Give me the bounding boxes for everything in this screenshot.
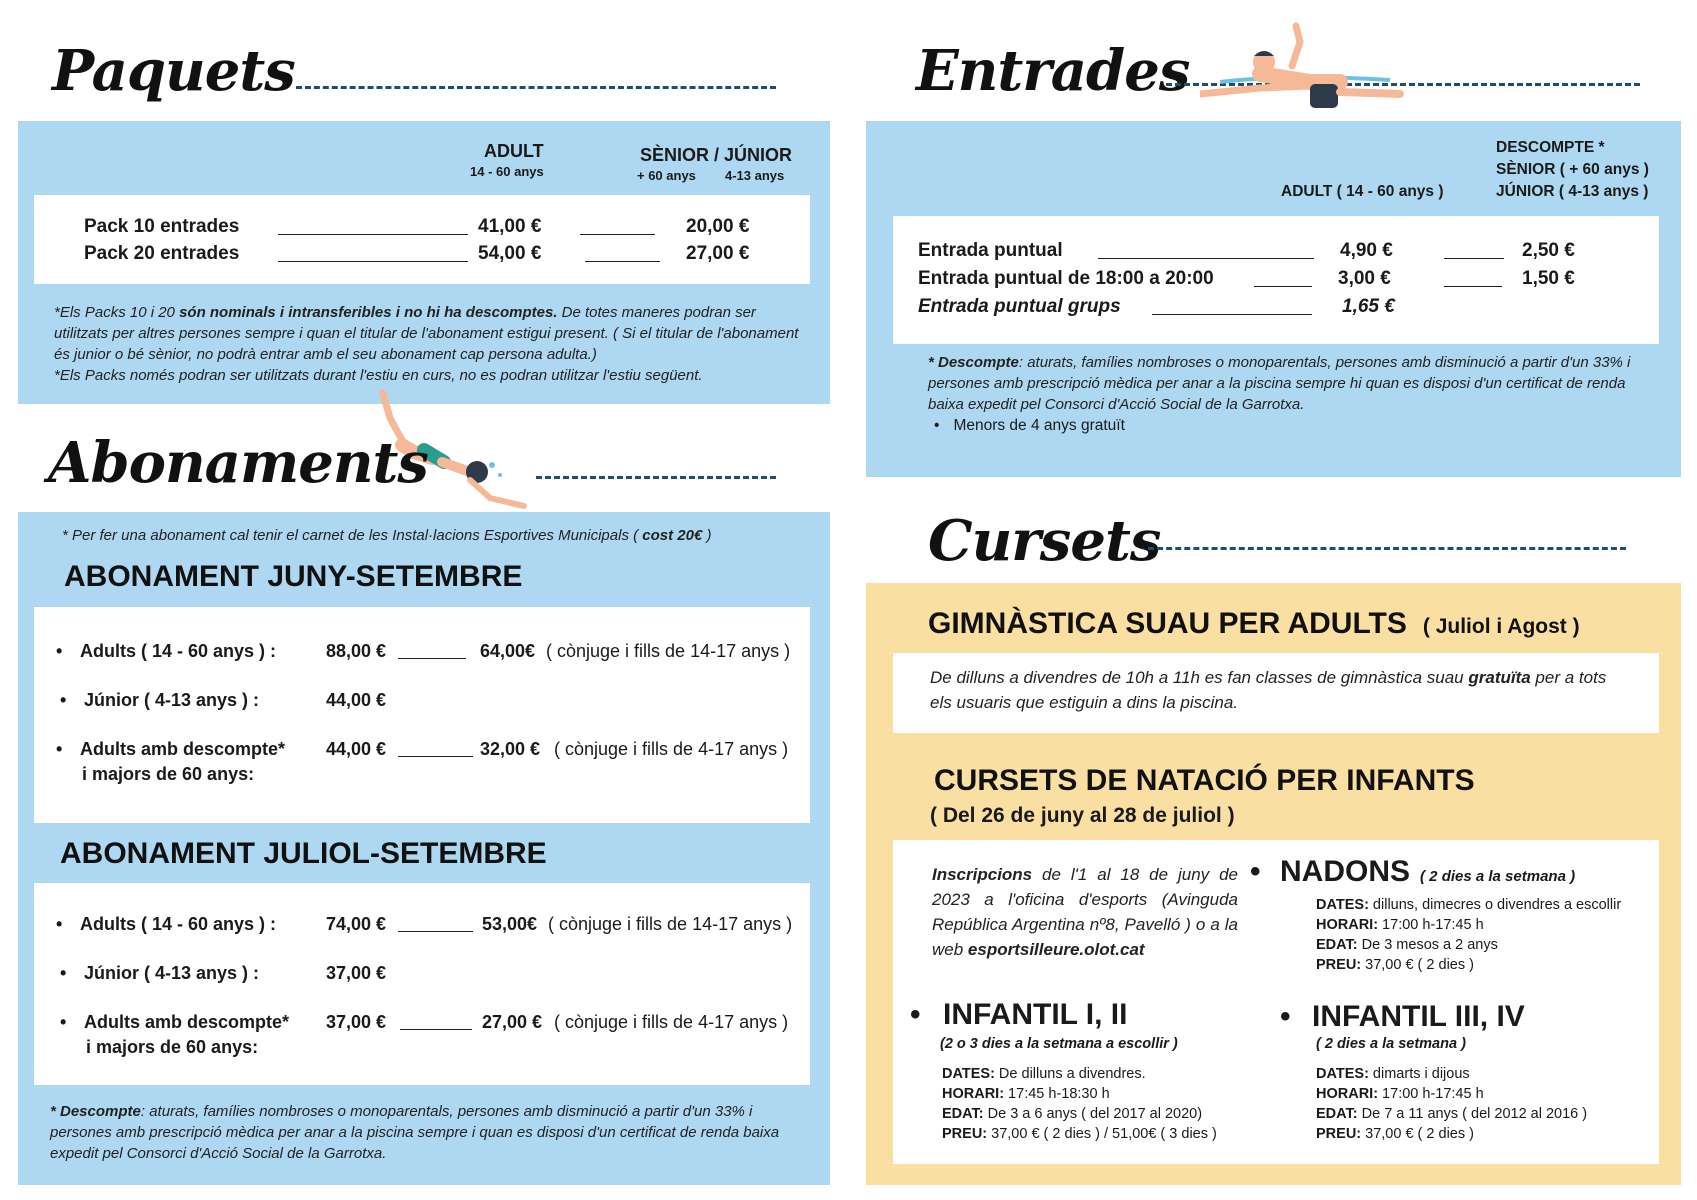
entrades-row-adult: 1,65 € (1342, 296, 1395, 317)
juny-desc-label-2: i majors de 60 anys: (82, 764, 255, 784)
entrades-row-label: Entrada puntual (918, 240, 1063, 261)
entrades-row-line (1444, 245, 1504, 264)
paquets-row-line (585, 248, 660, 267)
juny-desc-extra: 32,00 € (480, 739, 541, 759)
entrades-col-adult: ADULT ( 14 - 60 anys ) (1281, 183, 1444, 200)
nat-period: ( Del 26 de juny al 28 de juliol ) (930, 804, 1235, 827)
inscripcions-text: Inscripcions de l'1 al 18 de juny de 2023 a l'oficina d'esports (Avinguda República Argentina nº8, Pavelló ) o a la web esportsilleure.olot.cat (932, 865, 1238, 959)
paquets-col-adult: ADULT (484, 141, 544, 161)
abonaments-title: Abonaments (48, 430, 428, 496)
gim-text: De dilluns a divendres de 10h a 11h es fan classes de gimnàstica suau gratuïta per a tots els usuaris que estiguin a dins la piscina. (930, 668, 1607, 712)
juliol-desc-label: • Adults amb descompte* (84, 1012, 289, 1033)
juliol-desc-line (400, 1016, 472, 1035)
nadons-details: DATES: dilluns, dimecres o divendres a escollir HORARI: 17:00 h-17:45 h EDAT: De 3 mesos a 2 anys PREU: 37,00 € ( 2 dies ) (1316, 897, 1622, 973)
juny-junior-price: 44,00 € (326, 690, 387, 710)
abonament-juny-table (34, 607, 810, 823)
juny-desc-extra-note: ( cònjuge i fills de 4-17 anys ) (554, 739, 789, 759)
juliol-adults-price: 74,00 € (326, 914, 387, 934)
juliol-adults-extra-note: ( cònjuge i fills de 14-17 anys ) (548, 914, 793, 934)
paquets-row-adult: 41,00 € (478, 216, 542, 237)
juny-desc-price: 44,00 € (326, 739, 387, 759)
paquets-col-senior-junior: SÈNIOR / JÚNIOR (640, 145, 793, 165)
paquets-col-senior-age: + 60 anys (637, 168, 696, 183)
juny-adults-extra-note: ( cònjuge i fills de 14-17 anys ) (546, 641, 791, 661)
entrades-row-label: Entrada puntual de 18:00 a 20:00 (918, 268, 1214, 289)
paquets-row-label: Pack 10 entrades (84, 216, 240, 237)
entrades-row-adult: 3,00 € (1338, 268, 1391, 289)
juliol-adults-label: • Adults ( 14 - 60 anys ) : (80, 914, 276, 935)
juny-adults-line (398, 645, 466, 664)
gim-heading: GIMNÀSTICA SUAU PER ADULTS ( Juliol i Agost ) (928, 607, 1580, 640)
juliol-desc-label-2: i majors de 60 anys: (86, 1037, 259, 1057)
juny-desc-label: • Adults amb descompte* (80, 739, 285, 760)
juliol-adults-extra: 53,00€ (482, 914, 538, 934)
paquets-row-line (278, 221, 468, 240)
paquets-note: *Els Packs 10 i 20 són nominals i intransferibles i no hi ha descomptes. De totes maneres podran ser utilitzats per altres persones sempre i quan el titular de l'abonament estigui present. ( Si el titular de l'abonament és junior o bé sènior, no podrà entrar amb el seu abonament cap persona adulta.) *Els Packs només podran ser utilitzats durant l'estiu en curs, no es podran utilitzar l'estiu següent. (54, 304, 799, 384)
entrades-bullet: • Menors de 4 anys gratuït (934, 417, 1125, 434)
entrades-row-line (1152, 301, 1312, 320)
juny-adults-price: 88,00 € (326, 641, 387, 661)
juliol-junior-price: 37,00 € (326, 963, 387, 983)
entrades-col-desc-3: JÚNIOR ( 4-13 anys ) (1496, 183, 1649, 200)
cursets-title: Cursets (928, 508, 1161, 574)
juny-adults-label: • Adults ( 14 - 60 anys ) : (80, 641, 276, 662)
juliol-desc-price: 37,00 € (326, 1012, 387, 1032)
entrades-col-desc-1: DESCOMPTE * (1496, 139, 1605, 156)
paquets-title: Paquets (52, 38, 295, 104)
entrades-row-line (1254, 273, 1312, 292)
paquets-row-reduced: 27,00 € (686, 243, 750, 264)
cursets-divider (1148, 547, 1626, 550)
entrades-row-reduced: 2,50 € (1522, 240, 1575, 261)
juny-desc-line (398, 743, 473, 762)
inf34-details: DATES: dimarts i dijous HORARI: 17:00 h-17:45 h EDAT: De 7 a 11 anys ( del 2012 al 2016 ) PREU: 37,00 € ( 2 dies ) (1316, 1066, 1588, 1142)
paquets-col-junior-age: 4-13 anys (725, 168, 785, 183)
juliol-desc-extra: 27,00 € (482, 1012, 543, 1032)
entrades-row-reduced: 1,50 € (1522, 268, 1575, 289)
juliol-desc-extra-note: ( cònjuge i fills de 4-17 anys ) (554, 1012, 789, 1032)
paquets-row-line (278, 248, 468, 267)
abonaments-divider (536, 476, 776, 479)
paquets-row-label: Pack 20 entrades (84, 243, 240, 264)
inf12-days: (2 o 3 dies a la setmana a escollir ) (940, 1036, 1178, 1052)
inf12-details: DATES: De dilluns a divendres. HORARI: 17:45 h-18:30 h EDAT: De 3 a 6 anys ( del 2017 al 2020) PREU: 37,00 € ( 2 dies ) / 51,00€ ( 3 dies ) (942, 1066, 1217, 1142)
entrades-row-line (1098, 245, 1314, 264)
paquets-row-reduced: 20,00 € (686, 216, 750, 237)
nat-heading: CURSETS DE NATACIÓ PER INFANTS (934, 764, 1475, 797)
entrades-title: Entrades (916, 38, 1190, 104)
paquets-row-line (580, 221, 655, 240)
entrades-row-adult: 4,90 € (1340, 240, 1393, 261)
abonament-juliol-heading: ABONAMENT JULIOL-SETEMBRE (60, 837, 547, 870)
entrades-row-line (1444, 273, 1502, 292)
paquets-row-adult: 54,00 € (478, 243, 542, 264)
nadons-heading: • NADONS ( 2 dies a la setmana ) (1250, 855, 1576, 888)
abonaments-note: * Descompte: aturats, famílies nombroses o monoparentals, persones amb disminució a partir d'un 33% i persones amb prescripció mèdica per anar a la piscina sempre i quan es disposi d'un certificat de renda baixa expedit pel Consorci d'Acció Social de la Garrotxa. (50, 1103, 780, 1162)
inf34-days: ( 2 dies a la setmana ) (1316, 1036, 1466, 1052)
paquets-col-adult-age: 14 - 60 anys (470, 164, 544, 179)
entrades-note: * Descompte: aturats, famílies nombroses o monoparentals, persones amb disminució a partir d'un 33% i persones amb prescripció mèdica per anar a la piscina sempre hi quan es disposi d'un certificat de renda baixa expedit pel Consorci d'Acció Social de la Garrotxa. (928, 354, 1631, 413)
abonaments-intro: * Per fer una abonament cal tenir el carnet de les Instal·lacions Esportives Municipals ( cost 20€ ) (62, 527, 712, 544)
inf12-heading: • INFANTIL I, II (910, 998, 1128, 1031)
juny-junior-label: • Júnior ( 4-13 anys ) : (84, 690, 259, 711)
paquets-divider (296, 86, 776, 89)
juliol-adults-line (398, 918, 473, 937)
swimmer-illustration (1200, 22, 1410, 122)
abonament-juny-heading: ABONAMENT JUNY-SETEMBRE (64, 560, 523, 593)
inf34-heading: • INFANTIL III, IV (1280, 1000, 1525, 1033)
juliol-junior-label: • Júnior ( 4-13 anys ) : (84, 963, 259, 984)
entrades-row-label: Entrada puntual grups (918, 296, 1121, 317)
juny-adults-extra: 64,00€ (480, 641, 536, 661)
entrades-col-desc-2: SÈNIOR ( + 60 anys ) (1496, 161, 1649, 178)
